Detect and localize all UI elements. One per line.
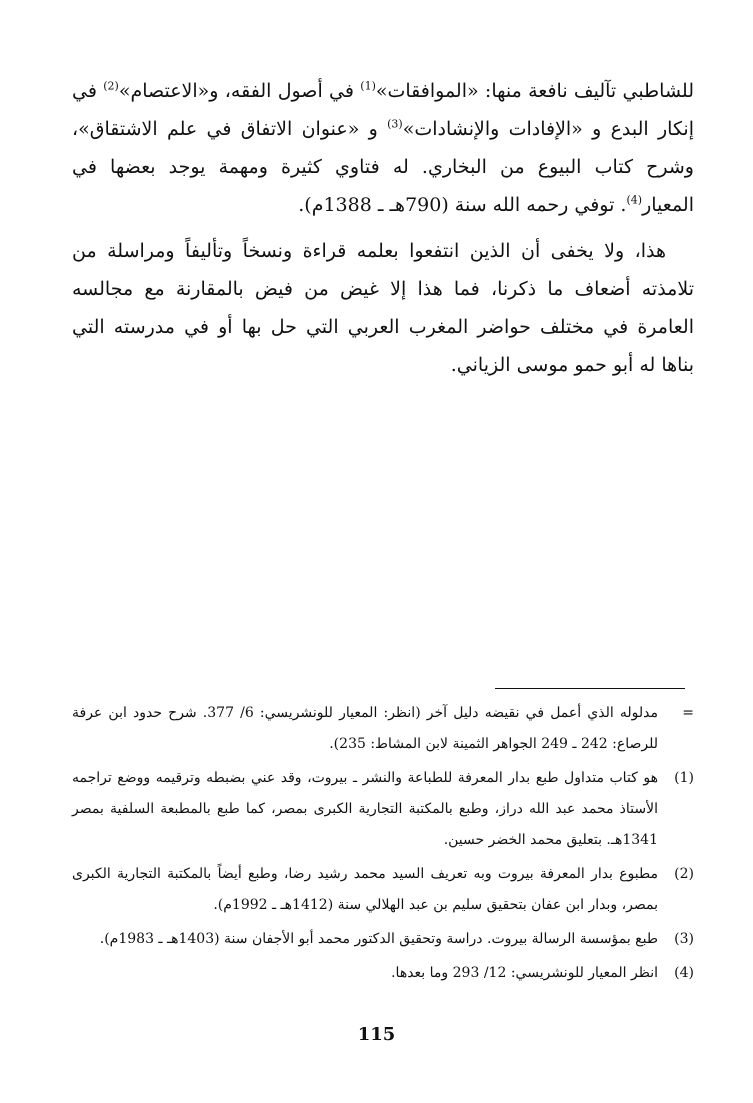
footnote-mark: (1) <box>674 770 694 786</box>
page-number: 115 <box>357 1024 396 1045</box>
text-run: للشاطبي تآليف نافعة منها: «الموافقات» <box>375 80 695 102</box>
footnote-text: انظر المعيار للونشريسي: 12/ 293 وما بعدها. <box>391 965 658 981</box>
footnote-text: مدلوله الذي أعمل في نقيضه دليل آخر (انظر: المعيار للونشريسي: 6/ 377. شرح حدود ابن عرفة للرصاع: 242 ـ 249 الجواهر الثمينة لابن المشاط: 235). <box>72 705 658 752</box>
footnote-mark: (4) <box>674 965 694 981</box>
paragraph-1 <box>72 72 694 224</box>
footnote-text: طبع بمؤسسة الرسالة بيروت. دراسة وتحقيق الدكتور محمد أبو الأجفان سنة (1403هـ ـ 1983م). <box>99 931 658 947</box>
footnote-item <box>72 958 694 989</box>
main-text <box>72 72 694 384</box>
footnote-item <box>72 698 694 760</box>
text-run: في إنكار البدع و «الإفادات والإنشادات» <box>72 80 695 140</box>
footnote-item <box>72 924 694 955</box>
footnote-mark: (2) <box>674 866 694 882</box>
footnote-mark: = <box>682 705 694 721</box>
footnote-mark: (3) <box>674 931 694 947</box>
footnote-ref-1: (1) <box>360 79 376 93</box>
text-run: و «عنوان الاتفاق في علم الاشتقاق»، وشرح كتاب البيوع من البخاري. له فتاوي كثيرة ومهمة يوجد بعضها في المعيار <box>72 118 694 216</box>
paragraph-2: هذا، ولا يخفى أن الذين انتفعوا بعلمه قراءة ونسخاً وتأليفاً ومراسلة من تلامذته أضعاف ما ذكرنا، فما هذا إلا غيض من فيض بالمقارنة مع مجالسه العامرة في مختلف حواضر المغرب العربي التي حل بها أو في مدرسته التي بناها له أبو حمو موسى الزياني. <box>72 240 694 376</box>
footnote-ref-2: (2) <box>103 79 119 93</box>
footnote-text: هو كتاب متداول طبع بدار المعرفة للطباعة والنشر ـ بيروت، وقد عني بضبطه وترقيمه ووضع تراجمه الأستاذ محمد عبد الله دراز، وطبع بالمكتبة التجارية الكبرى بمصر، كما طبع بالمطبعة السلفية بمصر 1341هـ. بتعليق محمد الخضر حسين. <box>72 770 658 848</box>
text-run: . توفي رحمه الله سنة (790هـ ـ 1388م). <box>298 194 627 216</box>
footnotes <box>72 698 694 992</box>
footnote-text: مطبوع بدار المعرفة بيروت وبه تعريف السيد محمد رشيد رضا، وطبع أيضاً بالمكتبة التجارية الكبرى بمصر، وبدار ابن عفان بتحقيق سليم بن عبد الهلالي سنة (1412هـ ـ 1992م). <box>72 866 658 913</box>
footnote-ref-3: (3) <box>387 117 403 131</box>
footnote-separator <box>495 688 685 689</box>
footnote-item <box>72 763 694 856</box>
footnote-ref-4: (4) <box>626 193 643 207</box>
footnote-item <box>72 859 694 921</box>
text-run: في أصول الفقه، و«الاعتصام» <box>118 80 361 102</box>
